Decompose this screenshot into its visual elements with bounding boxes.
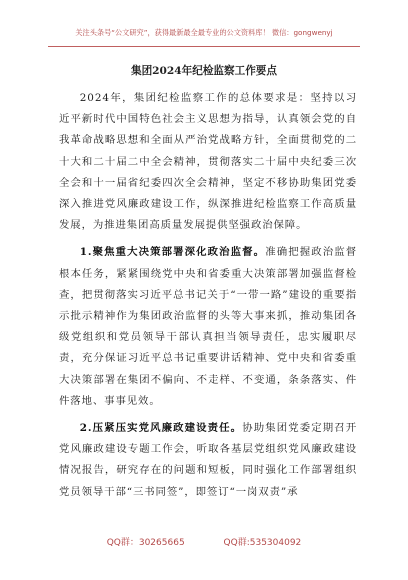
- section-1-text: 准确把握政治监督根本任务，紧紧围绕党中央和省委重大决策部署加强监督检查，把贯彻落实习近平总书记关于“一带一路”建设的重要指示批示精神作为集团政治监督的头等大事来抓，推动集团各级党组织和党员领导干部认真担当领导责任，忠实履职尽责，充分保证习近平总书记重要讲话精神、党中央和省委重大决策部署在集团不偏向、不走样、不变通，条条落实、件件落地、事事见效。: [59, 246, 357, 407]
- qq-group-2: QQ群:535304092: [223, 538, 302, 548]
- promo-footer: [0, 535, 408, 548]
- document-title: 集团2024年纪检监察工作要点: [130, 65, 277, 77]
- section-2-paragraph: [59, 418, 357, 503]
- section-2-heading: 2.压紧压实党风廉政建设责任。: [79, 422, 243, 435]
- intro-paragraph: 2024年，集团纪检监察工作的总体要求是：坚持以习近平新时代中国特色社会主义思想为指导，认真领会党的自我革命战略思想和全面从严治党战略方针，全面贯彻党的二十大和二十届二中全会精神，贯彻落实二十届中央纪委三次全会和十一届省纪委四次全会精神，坚定不移协助集团党委深入推进党风廉政建设工作，纵深推进纪检监察工作高质量发展，为推进集团高质量发展提供坚强政治保障。: [59, 92, 357, 232]
- qq-group-1: QQ群：30265665: [106, 538, 185, 548]
- section-1-paragraph: [59, 242, 357, 412]
- section-1-heading: 1.聚焦重大决策部署深化政治监督。: [79, 246, 266, 259]
- section-2-text: 协助集团党委定期召开党风廉政建设专题工作会，听取各基层党组织党风廉政建设情况报告，研究存在的问题和短板，同时强化工作部署组织党员领导干部“三书同签”，即签订“一岗双责”承: [59, 422, 357, 498]
- document-body: [59, 88, 357, 509]
- promo-header: 关注头条号“公文研究”，获得最新最全最专业的公文资料库！ 微信：gongwenyj: [75, 28, 333, 37]
- header-divider: [48, 46, 360, 47]
